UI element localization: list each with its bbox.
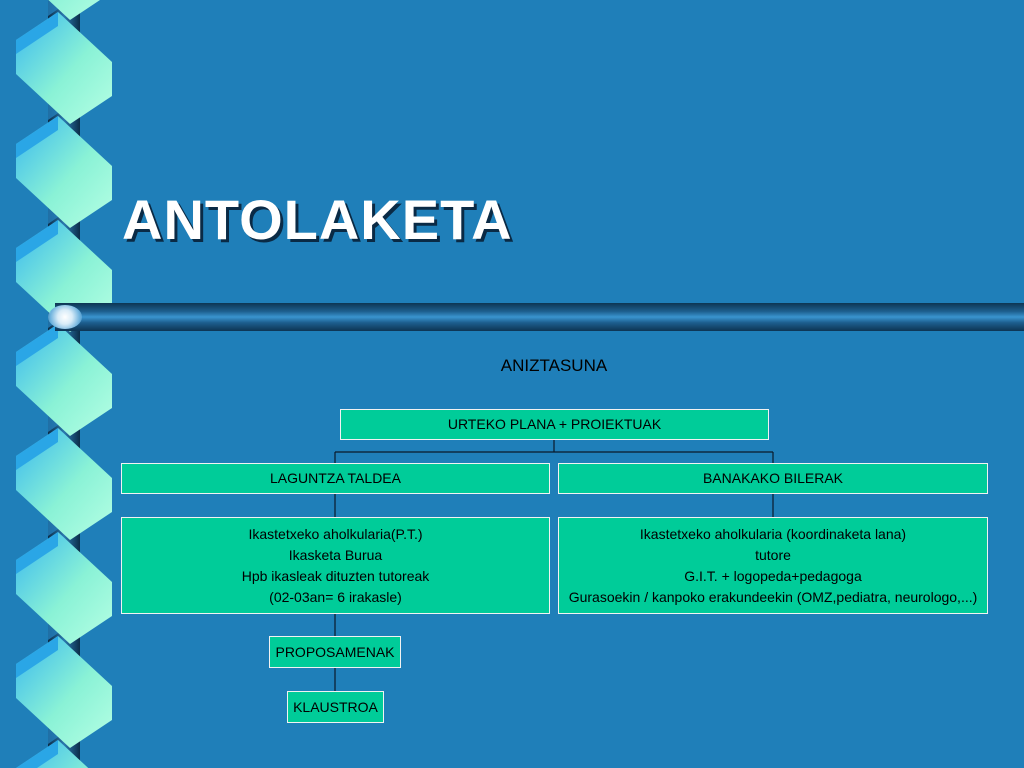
slide-title: ANTOLAKETA: [122, 188, 513, 251]
title-divider-bar: [55, 303, 1024, 331]
root-label: URTEKO PLANA + PROIEKTUAK: [447, 416, 662, 432]
ribbon-band: [16, 532, 112, 644]
left-branch-label: LAGUNTZA TALDEA: [270, 470, 401, 486]
ribbon-band: [16, 116, 112, 228]
decorative-ribbon: [0, 0, 112, 768]
left-detail-line: Ikastetxeko aholkularia(P.T.): [248, 525, 423, 542]
left-details-box: [121, 517, 550, 614]
assembly-box: [287, 691, 384, 723]
right-detail-line: Ikastetxeko aholkularia (koordinaketa lana): [639, 525, 907, 542]
right-detail-line: tutore: [755, 546, 791, 563]
chart-subtitle: ANIZTASUNA: [500, 356, 608, 375]
right-details-box: [558, 517, 988, 614]
ribbon-band: [16, 636, 112, 748]
right-branch-label: BANAKAKO BILERAK: [702, 470, 844, 486]
left-detail-line: (02-03an= 6 irakasle): [269, 588, 402, 605]
right-detail-line: G.I.T. + logopeda+pedagoga: [684, 567, 862, 584]
root-box: [340, 409, 769, 440]
divider-highlight: [48, 305, 82, 329]
ribbon-band: [16, 324, 112, 436]
assembly-label: KLAUSTROA: [293, 698, 378, 715]
right-branch-box: [558, 463, 988, 494]
proposals-box: [269, 636, 401, 668]
left-branch-box: [121, 463, 550, 494]
ribbon-band: [16, 12, 112, 124]
left-detail-line: Ikasketa Burua: [288, 546, 383, 563]
ribbon-band: [16, 428, 112, 540]
left-detail-line: Hpb ikasleak dituzten tutoreak: [241, 567, 430, 584]
proposals-label: PROPOSAMENAK: [275, 643, 395, 660]
right-detail-line: Gurasoekin / kanpoko erakundeekin (OMZ,pediatra, neurologo,...): [568, 588, 978, 605]
